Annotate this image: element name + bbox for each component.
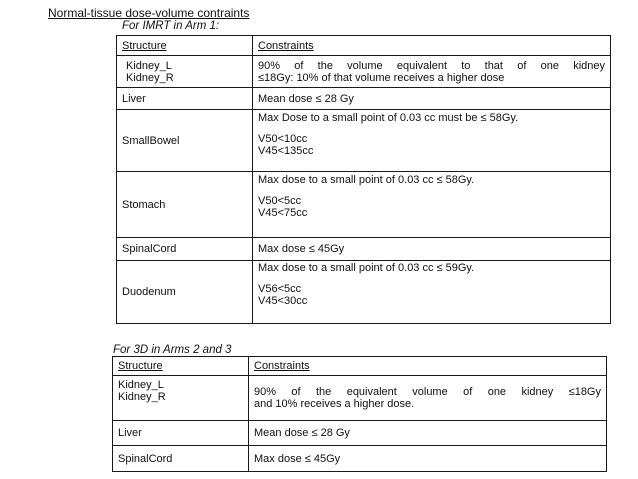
table-row (113, 446, 607, 472)
structure-header: Structure (113, 357, 249, 376)
table-row (113, 376, 607, 421)
table-row (117, 172, 611, 238)
structure-cell: Kidney_L Kidney_R (117, 56, 253, 88)
table-row (117, 56, 611, 88)
constraints-cell: Mean dose ≤ 28 Gy (253, 88, 611, 110)
constraints-cell: Max Dose to a small point of 0.03 cc must be ≤ 58Gy. V50<10cc V45<135cc (253, 110, 611, 172)
constraints-cell: Max dose ≤ 45Gy (249, 446, 607, 472)
structure-cell: SmallBowel (117, 110, 253, 172)
structure-header: Structure (117, 36, 253, 56)
table-row (117, 238, 611, 261)
structure-cell: SpinalCord (117, 238, 253, 261)
table-row (117, 88, 611, 110)
imrt-constraints-table (116, 35, 611, 324)
constraints-cell: Max dose to a small point of 0.03 cc ≤ 59Gy. V56<5cc V45<30cc (253, 261, 611, 324)
document-heading: Normal-tissue dose-volume contraints (48, 6, 250, 20)
constraints-header: Constraints (249, 357, 607, 376)
3d-constraints-table (112, 356, 607, 472)
structure-cell: Duodenum (117, 261, 253, 324)
table-row (113, 421, 607, 446)
imrt-subtitle: For IMRT in Arm 1: (122, 20, 220, 32)
structure-cell: Stomach (117, 172, 253, 238)
structure-cell: Liver (113, 421, 249, 446)
3d-subtitle: For 3D in Arms 2 and 3 (113, 344, 232, 356)
table-header-row (113, 357, 607, 376)
constraints-cell: 90% of the equivalent volume of one kidney ≤18Gy and 10% receives a higher dose. (249, 376, 607, 421)
structure-cell: Liver (117, 88, 253, 110)
constraints-cell: Max dose ≤ 45Gy (253, 238, 611, 261)
table-header-row (117, 36, 611, 56)
table-row (117, 261, 611, 324)
table-row (117, 110, 611, 172)
constraints-cell: 90% of the volume equivalent to that of one kidney ≤18Gy: 10% of that volume receives a higher dose (253, 56, 611, 88)
structure-cell: SpinalCord (113, 446, 249, 472)
structure-cell: Kidney_L Kidney_R (113, 376, 249, 421)
constraints-cell: Mean dose ≤ 28 Gy (249, 421, 607, 446)
constraints-header: Constraints (253, 36, 611, 56)
constraints-cell: Max dose to a small point of 0.03 cc ≤ 58Gy. V50<5cc V45<75cc (253, 172, 611, 238)
